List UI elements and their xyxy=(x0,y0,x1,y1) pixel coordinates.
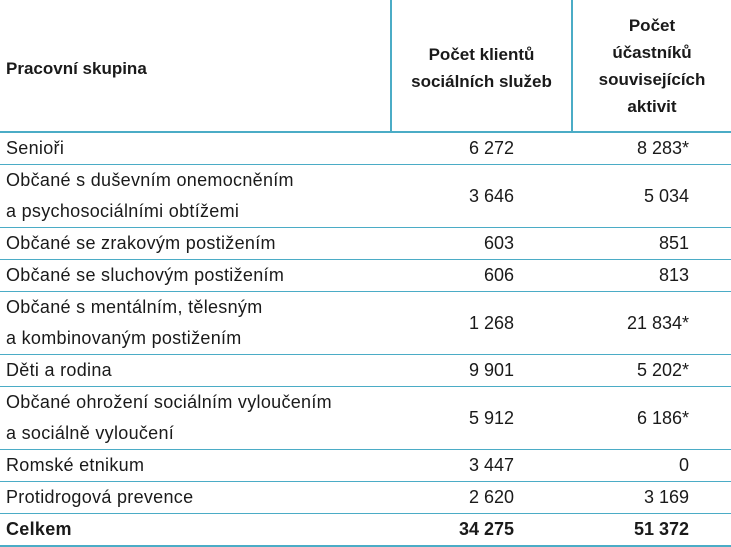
table-row xyxy=(0,387,731,450)
row-participants: 21 834* xyxy=(572,292,731,355)
row-participants: 0 xyxy=(572,450,731,482)
row-label-line: Občané se sluchovým postižením xyxy=(6,265,285,285)
table-row xyxy=(0,482,731,514)
row-label-line: Romské etnikum xyxy=(6,455,145,475)
header-client-count xyxy=(391,0,572,132)
header-participant-count-line3: souvisejících xyxy=(598,69,706,89)
row-label xyxy=(0,132,391,165)
row-label-line: Protidrogová prevence xyxy=(6,487,194,507)
header-participant-count-line1: Počet xyxy=(628,15,676,35)
row-participants: 8 283* xyxy=(572,132,731,165)
row-label xyxy=(0,450,391,482)
row-label xyxy=(0,482,391,514)
row-label-line: a psychosociálními obtížemi xyxy=(6,201,240,221)
row-participants: 5 034 xyxy=(572,165,731,228)
row-label xyxy=(0,292,391,355)
table-row xyxy=(0,450,731,482)
row-clients: 606 xyxy=(391,260,572,292)
row-label-line: Občané ohrožení sociálním vyloučením xyxy=(6,392,332,412)
header-participant-count-line4: aktivit xyxy=(627,96,677,116)
row-label xyxy=(0,355,391,387)
row-participants: 6 186* xyxy=(572,387,731,450)
row-label-line: a sociálně vyloučení xyxy=(6,423,175,443)
row-label-line: Občané s duševním onemocněním xyxy=(6,170,294,190)
row-label xyxy=(0,260,391,292)
table-row xyxy=(0,260,731,292)
table-header xyxy=(0,0,731,132)
row-clients: 3 646 xyxy=(391,165,572,228)
table-row xyxy=(0,165,731,228)
row-participants: 813 xyxy=(572,260,731,292)
total-label: Celkem xyxy=(0,514,391,547)
table-row xyxy=(0,228,731,260)
row-label xyxy=(0,165,391,228)
header-participant-count xyxy=(572,0,731,132)
row-label-line: Děti a rodina xyxy=(6,360,112,380)
table-row xyxy=(0,292,731,355)
row-clients: 9 901 xyxy=(391,355,572,387)
row-participants: 851 xyxy=(572,228,731,260)
row-label-line: Senioři xyxy=(6,138,65,158)
row-clients: 603 xyxy=(391,228,572,260)
total-row xyxy=(0,514,731,547)
row-clients: 5 912 xyxy=(391,387,572,450)
header-row xyxy=(0,0,731,132)
header-client-count-line2: sociálních služeb xyxy=(411,71,552,91)
row-clients: 3 447 xyxy=(391,450,572,482)
row-clients: 1 268 xyxy=(391,292,572,355)
row-participants: 3 169 xyxy=(572,482,731,514)
header-work-group-label: Pracovní skupina xyxy=(6,59,147,78)
header-client-count-line1: Počet klientů xyxy=(428,44,535,64)
row-participants: 5 202* xyxy=(572,355,731,387)
row-label-line: a kombinovaným postižením xyxy=(6,328,242,348)
total-clients: 34 275 xyxy=(391,514,572,547)
row-clients: 6 272 xyxy=(391,132,572,165)
header-work-group xyxy=(0,0,391,132)
row-clients: 2 620 xyxy=(391,482,572,514)
row-label-line: Občané se zrakovým postižením xyxy=(6,233,276,253)
row-label-line: Občané s mentálním, tělesným xyxy=(6,297,263,317)
table-row xyxy=(0,132,731,165)
row-label xyxy=(0,387,391,450)
header-participant-count-line2: účastníků xyxy=(612,42,692,62)
row-label xyxy=(0,228,391,260)
table-row xyxy=(0,355,731,387)
total-participants: 51 372 xyxy=(572,514,731,547)
table-body xyxy=(0,132,731,546)
